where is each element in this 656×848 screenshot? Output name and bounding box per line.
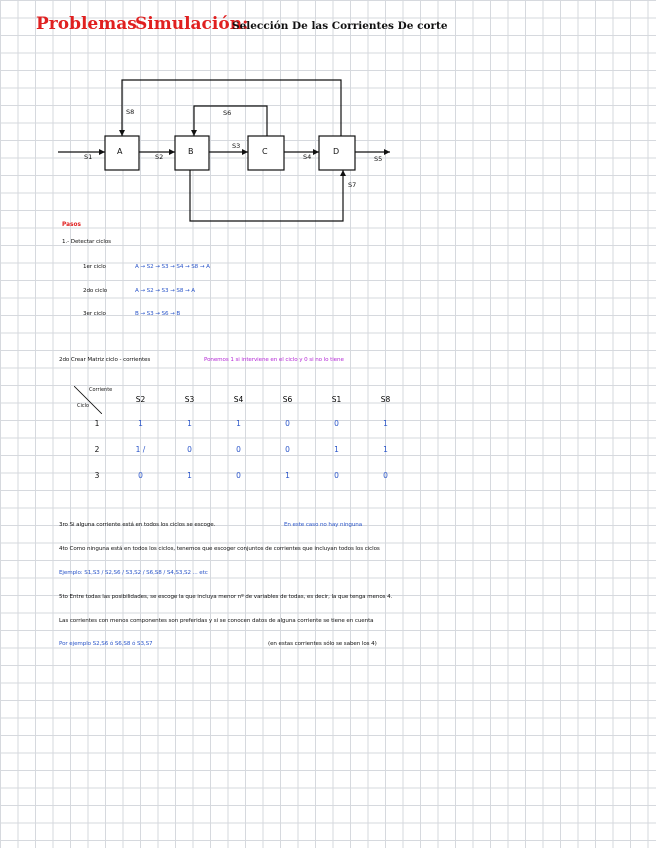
matrix-cell: 1 — [285, 470, 290, 480]
cycle-3-label: 3er ciclo — [83, 311, 106, 317]
matrix-cell: 1 — [236, 418, 241, 428]
matrix-cell: 0 — [383, 470, 388, 480]
matrix-corner-top: Corriente — [89, 387, 113, 393]
matrix-cell: 1 — [138, 418, 143, 428]
stream-label-s8: S8 — [126, 108, 135, 116]
block-label-a: A — [117, 147, 123, 156]
example-2-note: (en estas corrientes sólo se saben los 4) — [268, 641, 377, 647]
step5-continuation: Las corrientes con menos componentes son preferidas y si se conocen datos de alguna corriente se tiene en cuenta — [59, 618, 374, 624]
matrix-col-header: S2 — [135, 394, 146, 404]
matrix-row-cycle: 3 — [94, 470, 100, 480]
stream-label-s7: S7 — [348, 181, 357, 189]
step2-note: Ponemos 1 si interviene en el ciclo y 0 si no lo tiene — [204, 357, 344, 363]
matrix-cell: 0 — [334, 470, 339, 480]
stream-label-s6: S6 — [223, 109, 232, 117]
matrix-corner-bottom: Ciclo — [77, 403, 90, 409]
cycle-2-path: A → S2 → S3 → S8 → A — [135, 288, 195, 294]
matrix-cell: 0 — [187, 444, 192, 454]
matrix-row — [78, 410, 410, 436]
matrix-cell: 0 — [138, 470, 143, 480]
block-label-c: C — [262, 147, 268, 156]
title-word-simulacion: Simulación: — [135, 14, 249, 34]
block-label-d: D — [333, 147, 340, 156]
matrix-cell: 1 — [187, 418, 192, 428]
matrix-cell: 0 — [334, 418, 339, 428]
matrix-cell: 0 — [236, 470, 241, 480]
step1-label: 1.- Detectar ciclos — [62, 239, 111, 245]
matrix-col-header: S4 — [233, 394, 244, 404]
steps-heading: Pasos — [62, 222, 81, 228]
matrix-header-row — [78, 388, 410, 410]
matrix-cell: 1 — [334, 444, 339, 454]
matrix-cell: 0 — [285, 418, 290, 428]
matrix-cell: 1 — [383, 444, 388, 454]
step1-bullet — [59, 238, 61, 245]
stream-s7-line — [190, 170, 343, 221]
matrix-cell: 1 / — [135, 444, 146, 454]
title-word-problemas: Problemas — [36, 14, 137, 34]
title-rest: Selección De las Corrientes De corte — [232, 20, 448, 32]
stream-label-s1: S1 — [84, 153, 93, 161]
block-label-b: B — [188, 147, 194, 156]
stream-s8-line — [122, 80, 341, 136]
step3-text: 3ro Si alguna corriente está en todos los ciclos se escoge. — [59, 522, 216, 528]
cycle-stream-matrix — [78, 388, 410, 488]
step4-text: 4to Como ninguna está en todos los ciclos, tenemos que escoger conjuntos de corrientes que incluyan todos los ciclos — [59, 546, 380, 552]
example-1: Ejemplo: S1,S3 / S2,S6 / S3,S2 / S6,S8 / S4,S3,S2 ... etc — [59, 570, 208, 576]
matrix-row-cycle: 2 — [94, 444, 100, 454]
step5-text: 5to Entre todas las posibilidades, se escoge la que incluya menor nº de variables de todas, es decir, la que tenga menos 4. — [59, 594, 393, 600]
matrix-cell: 1 — [187, 470, 192, 480]
stream-label-s5: S5 — [374, 155, 383, 163]
cycle-3-path: B → S3 → S6 → B — [135, 311, 181, 317]
stream-label-s3: S3 — [232, 142, 241, 150]
step3-answer: En este caso no hay ninguna — [284, 522, 363, 528]
stream-label-s4: S4 — [303, 153, 312, 161]
process-flow-diagram — [0, 0, 656, 240]
matrix-col-header: S1 — [331, 394, 342, 404]
cycle-1-label: 1er ciclo — [83, 264, 106, 270]
step2-label: 2do Crear Matriz ciclo - corrientes — [59, 357, 151, 363]
matrix-row-cycle: 1 — [94, 418, 100, 428]
cycle-1-path: A → S2 → S3 → S4 → S8 → A — [135, 264, 210, 270]
matrix-cell: 0 — [285, 444, 290, 454]
stream-label-s2: S2 — [155, 153, 164, 161]
example-2: Por ejemplo S2,S6 ó S6,S8 ó S3,S7 — [59, 641, 153, 647]
matrix-col-header: S3 — [184, 394, 195, 404]
matrix-row — [78, 436, 410, 462]
matrix-col-header: S6 — [282, 394, 293, 404]
matrix-row — [78, 462, 410, 488]
matrix-cell: 0 — [236, 444, 241, 454]
cycle-2-label: 2do ciclo — [83, 288, 108, 294]
matrix-col-header: S8 — [380, 394, 391, 404]
matrix-cell: 1 — [383, 418, 388, 428]
